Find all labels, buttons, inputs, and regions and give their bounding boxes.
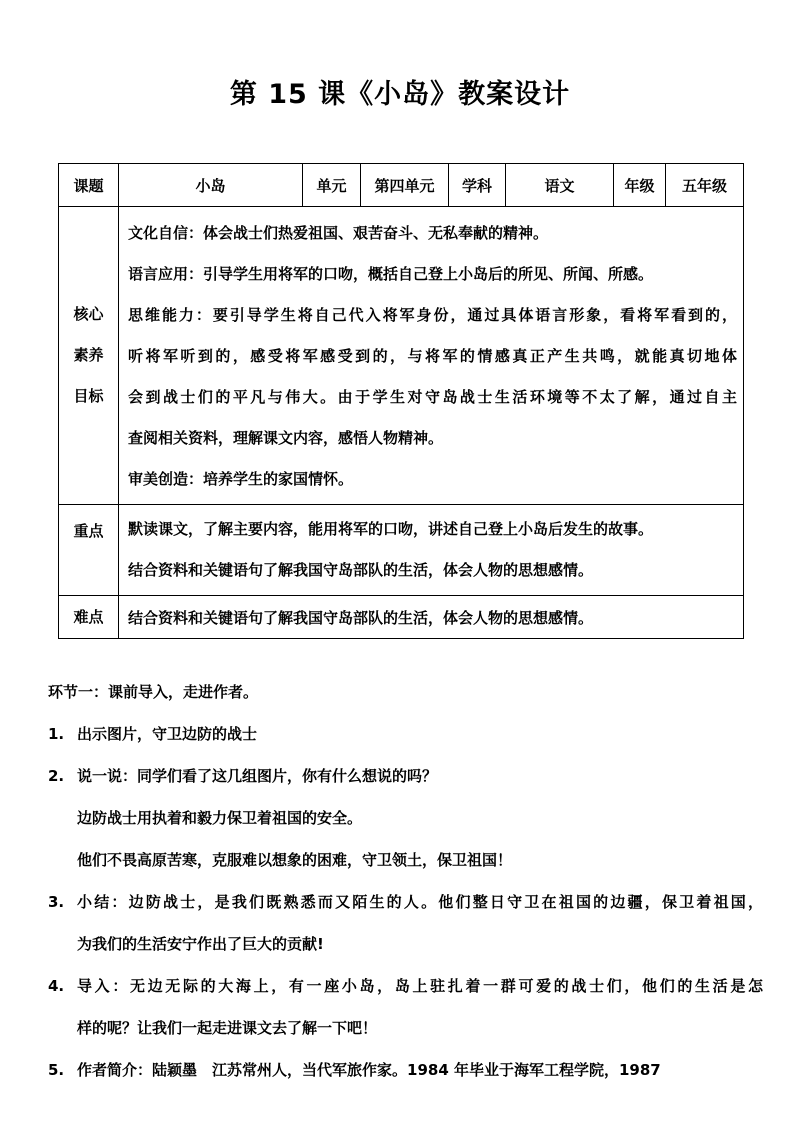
core-goals-label xyxy=(59,207,119,505)
goal-cultural-confidence: 文化自信：体会战士们热爱祖国、艰苦奋斗、无私奉献的精神。 xyxy=(128,224,549,242)
header-cell-grade-value: 五年级 xyxy=(666,164,744,207)
list-item-number: 3. xyxy=(48,893,65,911)
key-point-line: 结合资料和关键语句了解我国守岛部队的生活，体会人物的思想感情。 xyxy=(128,561,594,579)
list-item-number: 5. xyxy=(48,1061,65,1079)
header-cell-unit-value: 第四单元 xyxy=(361,164,449,207)
list-item-continuation: 他们不畏高原苦寒，克服难以想象的困难，守卫领土，保卫祖国！ xyxy=(77,851,513,869)
goal-thinking-line: 查阅相关资料，理解课文内容，感悟人物精神。 xyxy=(128,429,444,447)
header-cell-grade-label: 年级 xyxy=(614,164,666,207)
goal-language-use: 语言应用：引导学生用将军的口吻，概括自己登上小岛后的所见、所闻、所感。 xyxy=(128,265,654,283)
list-item-text: 作者简介：陆颖墨 江苏常州人，当代军旅作家。1984 年毕业于海军工程学院，1987 xyxy=(77,1061,661,1079)
lesson-body xyxy=(48,671,763,1091)
list-item-text: 说一说：同学们看了这几组图片，你有什么想说的吗？ xyxy=(77,767,438,785)
list-item-number: 2. xyxy=(48,767,65,785)
difficulties-label: 难点 xyxy=(59,596,119,639)
header-cell-topic-label: 课题 xyxy=(59,164,119,207)
core-goals-label-line: 核心 xyxy=(73,305,104,323)
goal-thinking-line: 听将军听到的，感受将军感受到的，与将军的情感真正产生共鸣，就能真切地体 xyxy=(128,347,737,365)
header-cell-subject-label: 学科 xyxy=(449,164,506,207)
goal-thinking-line: 会到战士们的平凡与伟大。由于学生对守岛战士生活环境等不太了解，通过自主 xyxy=(128,388,737,406)
core-goals-label-line: 素养 xyxy=(73,346,104,364)
list-item xyxy=(48,881,763,923)
core-goals-content xyxy=(119,207,744,505)
difficulties-content: 结合资料和关键语句了解我国守岛部队的生活，体会人物的思想感情。 xyxy=(119,596,744,639)
list-item xyxy=(48,755,763,797)
table-header-row xyxy=(59,164,744,207)
goal-thinking-line: 思维能力：要引导学生将自己代入将军身份，通过具体语言形象，看将军看到的， xyxy=(128,306,737,324)
page-title: 第 15 课《小岛》教案设计 xyxy=(229,79,571,110)
difficulties-row xyxy=(59,596,744,639)
key-points-row xyxy=(59,505,744,596)
header-cell-unit-label: 单元 xyxy=(303,164,361,207)
list-item-text: 小结：边防战士，是我们既熟悉而又陌生的人。他们整日守卫在祖国的边疆，保卫着祖国， xyxy=(77,893,763,911)
key-point-line: 默读课文，了解主要内容，能用将军的口吻，讲述自己登上小岛后发生的故事。 xyxy=(128,520,654,538)
key-points-label: 重点 xyxy=(59,505,119,596)
list-item xyxy=(48,965,763,1007)
header-cell-topic-value: 小岛 xyxy=(119,164,303,207)
header-cell-subject-value: 语文 xyxy=(506,164,614,207)
list-item-text: 导入：无边无际的大海上，有一座小岛，岛上驻扎着一群可爱的战士们，他们的生活是怎 xyxy=(77,977,763,995)
list-item-continuation: 为我们的生活安宁作出了巨大的贡献! xyxy=(77,935,324,953)
list-item-number: 1. xyxy=(48,725,65,743)
lesson-plan-table xyxy=(58,163,744,639)
list-item-continuation: 样的呢？让我们一起走进课文去了解一下吧！ xyxy=(77,1019,378,1037)
list-item-continuation: 边防战士用执着和毅力保卫着祖国的安全。 xyxy=(77,809,363,827)
list-item xyxy=(48,1049,763,1091)
section-heading: 环节一：课前导入，走进作者。 xyxy=(48,683,259,701)
list-item-number: 4. xyxy=(48,977,65,995)
core-goals-label-line: 目标 xyxy=(73,387,104,405)
goal-aesthetic: 审美创造：培养学生的家国情怀。 xyxy=(128,470,354,488)
list-item xyxy=(48,713,763,755)
key-points-content xyxy=(119,505,744,596)
list-item-text: 出示图片，守卫边防的战士 xyxy=(77,725,258,743)
core-goals-row xyxy=(59,207,744,505)
